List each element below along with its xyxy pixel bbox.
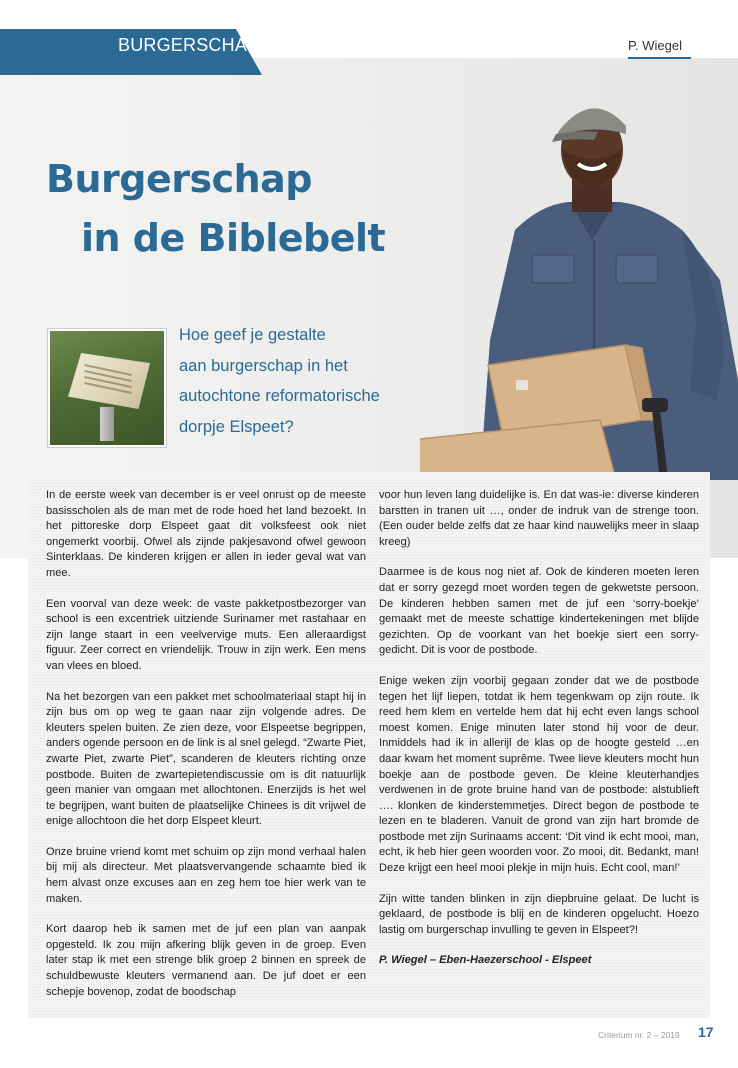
article-column-left: [46, 488, 366, 1015]
page-number: 17: [698, 1024, 714, 1040]
lead-line: aan burgerschap in het: [179, 356, 348, 375]
lead-line: autochtone reformatorische: [179, 387, 380, 405]
paragraph: Na het bezorgen van een pakket met schoolmateriaal stapt hij in zijn bus om op weg te gaan naar zijn volgende adres. De kleuters spelen buiten. Ze zien deze, voor Elspeetse begrippen, anders ogende persoon en de link is al snel gelegd. “Zwarte Piet, zwarte Piet, zwarte Piet”, scanderen de kleuters richting onze postbode. Buiten de zwartepietendiscussie om is dit natuurlijk geen manier van omgaan met allochtonen. Enerzijds is het wel te begrijpen, want buiten de plaatselijke Chinees is dit vrijwel de enige allochtoon die het dorp Elspeet kleurt.: [46, 690, 366, 828]
lead-question: [179, 320, 419, 442]
delivery-man-photo: [420, 80, 738, 480]
lead-line: dorpje Elspeet?: [179, 417, 294, 436]
paragraph: Zijn witte tanden blinken in zijn diepbruine gelaat. De lucht is geklaard, de postbode is blij en de kinderen opgelucht. Hoezo lastig om burgerschap invulling te geven in Elspeet?!: [379, 892, 699, 936]
paragraph: Kort daarop heb ik samen met de juf een plan van aanpak opgesteld. Ik zou mijn afkering blijk geven in de groep. Even later stap ik met een strenge blik groep 2 binnen en spreek de schuldbewuste kleuters vermanend aan. De juf doet er een schepje bovenop, zodat de boodschap: [46, 923, 366, 998]
article-title-line-1: Burgerschap: [46, 157, 313, 201]
article-title-line-2: in de Biblebelt: [81, 216, 386, 260]
lead-line: Hoe geef je gestalte: [179, 326, 326, 344]
paragraph: voor hun leven lang duidelijke is. En dat was-ie: diverse kinderen barstten in tranen uit …, onder de indruk van de strenge toon. (Een ouder belde zelfs dat ze haar kind nauwelijks meer in slaap kreeg): [379, 489, 699, 548]
journal-reference: Criterium nr. 2 – 2019: [598, 1030, 680, 1040]
paragraph: Enige weken zijn voorbij gegaan zonder dat we de postbode tegen het lijf liepen, totdat ik hem tegenkwam op zijn route. Ik reed hem klem en vertelde hem dat hij echt even langs school moest komen. Enige minuten later stond hij voor de deur. Inmiddels had ik in allerijl de klas op de hoogte gesteld …en daar kwam het moment suprême. Twee lieve kleuters mocht hun boekje aan de postbode geven. De kleine kleuterhandjes verdwenen in de grote bruine hand van de postbode: alstublieft …. klonken de kinderstemmetjes. Direct begon de postbode te lezen en te bladeren. Vanuit de grond van zijn hart bromde de postbode met zijn Surinaams accent: ‘Dit vind ik echt mooi, man, echt, ik heb hier geen woorden voor. Zo mooi, dit. Bedankt, man! Deze krijgt een heel mooi plekje in mijn huis. Echt cool, man!’: [379, 674, 699, 875]
author-tag: P. Wiegel: [628, 38, 682, 53]
paragraph: In de eerste week van december is er veel onrust op de meeste basisscholen als de man met de rode hoed het land bezoekt. In het pittoreske dorp Elspeet gaat dit volksfeest ook niet ongemerkt voorbij. Ofwel als zijnde pakjesavond ofwel gewoon Sinterklaas. De kinderen krijgen er allen in ieder geval wat van mee.: [46, 489, 366, 579]
paragraph: Daarmee is de kous nog niet af. Ook de kinderen moeten leren dat er sorry gezegd moet worden tegen de gekwetste persoon. De kinderen hebben samen met de juf een ‘sorry-boekje’ gemaakt met de meeste schattige kindertekeningen met blijde gezichten. Op de voorkant van het boekje siert een sorry-gedicht. Dit is voor de postbode.: [379, 566, 699, 657]
paragraph: Een voorval van deze week: de vaste pakketpostbezorger van school is een excentriek uitziende Surinamer met rastahaar en zijn lange staart in een veelvervige muts. Een alleraardigst figuur. Zeer correct en vriendelijk. Trouw in zijn werk. Een mens van vlees en bloed.: [46, 597, 366, 672]
section-label: BURGERSCHAP: [118, 35, 260, 55]
milestone-photo: [48, 329, 166, 447]
paragraph: Onze bruine vriend komt met schuim op zijn mond verhaal halen bij mij als directeur. Met plaatsvervangende schaamte bied ik hem alvast onze excuses aan en zeg hem toe hier werk van te maken.: [46, 845, 366, 905]
article-column-right: [379, 488, 699, 969]
stone-post: [100, 407, 114, 441]
author-underline: [628, 57, 691, 59]
signature: P. Wiegel – Eben-Haezerschool - Elspeet: [379, 954, 592, 967]
stone-inscription: [84, 369, 132, 393]
